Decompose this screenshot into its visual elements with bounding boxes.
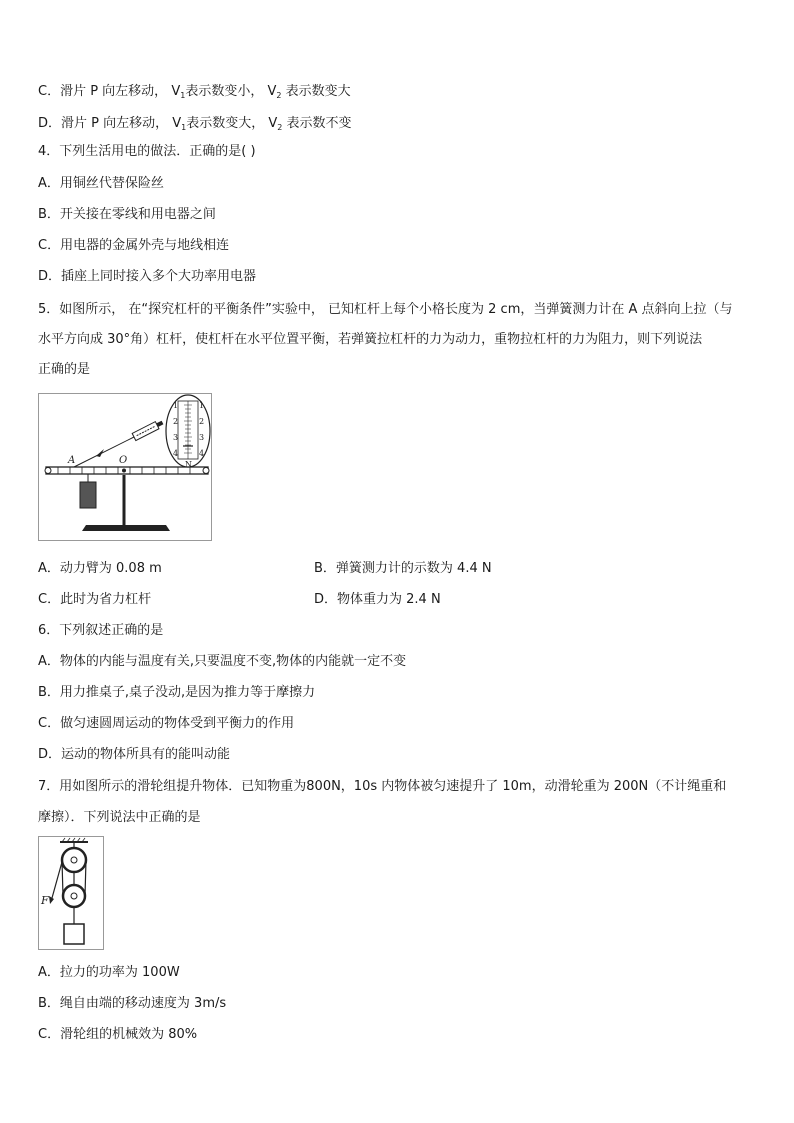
dial-left-1: 1 bbox=[173, 401, 179, 410]
force-f-label: F bbox=[41, 894, 49, 907]
q7-stem-line2: 摩擦）．下列说法中正确的是 bbox=[38, 810, 201, 825]
dial-left-3: 3 bbox=[173, 433, 179, 442]
dial-left-2: 2 bbox=[173, 417, 179, 426]
q7-option-b: B．绳自由端的移动速度为 3m/s bbox=[38, 996, 227, 1011]
q5-stem-line1: 5．如图所示， 在“探究杠杆的平衡条件”实验中， 已知杠杆上每个小格长度为 2 cm，当弹簧测力计在 A 点斜向上拉（与 bbox=[38, 302, 733, 317]
q5-option-b: B．弹簧测力计的示数为 4.4 N bbox=[314, 561, 492, 576]
q5-stem-line3: 正确的是 bbox=[38, 362, 91, 377]
q3-option-d: D．滑片 P 向左移动， $V_1$表示数变大， $V_2$ 表示数不变 bbox=[38, 116, 352, 132]
dial-right-1: 1 bbox=[199, 401, 205, 410]
q6-stem: 6．下列叙述正确的是 bbox=[38, 623, 164, 638]
q6-option-d: D．运动的物体所具有的能叫动能 bbox=[38, 747, 231, 762]
q6-option-b: B．用力推桌子,桌子没动,是因为推力等于摩擦力 bbox=[38, 685, 316, 700]
dial-right-3: 3 bbox=[199, 433, 205, 442]
q4-option-a: A．用铜丝代替保险丝 bbox=[38, 176, 164, 191]
dial-right-4: 4 bbox=[199, 449, 205, 458]
q3-option-c: C．滑片 P 向左移动， $V_1$表示数变小， $V_2$ 表示数变大 bbox=[38, 84, 351, 100]
q5-option-c: C．此时为省力杠杆 bbox=[38, 592, 152, 607]
q4-option-d: D．插座上同时接入多个大功率用电器 bbox=[38, 269, 257, 284]
point-o-label: O bbox=[119, 455, 128, 466]
dial-right-2: 2 bbox=[199, 417, 205, 426]
q4-option-b: B．开关接在零线和用电器之间 bbox=[38, 207, 216, 222]
q7-option-a: A．拉力的功率为 100W bbox=[38, 965, 180, 980]
q4-stem: 4．下列生活用电的做法．正确的是( ) bbox=[38, 144, 256, 159]
q5-stem-line2: 水平方向成 30°角）杠杆，使杠杆在水平位置平衡，若弹簧拉杠杆的力为动力，重物拉杠杆的力为阻力，则下列说法 bbox=[38, 332, 703, 347]
q7-option-c: C．滑轮组的机械效为 80% bbox=[38, 1027, 198, 1042]
pulley-figure bbox=[38, 836, 104, 950]
q5-option-a: A．动力臂为 0.08 m bbox=[38, 561, 162, 576]
q6-option-a: A．物体的内能与温度有关,只要温度不变,物体的内能就一定不变 bbox=[38, 654, 407, 669]
q6-option-c: C．做匀速圆周运动的物体受到平衡力的作用 bbox=[38, 716, 295, 731]
point-a-label: A bbox=[68, 455, 76, 466]
q4-option-c: C．用电器的金属外壳与地线相连 bbox=[38, 238, 230, 253]
lever-figure bbox=[38, 393, 212, 541]
dial-unit: N bbox=[185, 460, 192, 469]
dial-left-4: 4 bbox=[173, 449, 179, 458]
q5-option-d: D．物体重力为 2.4 N bbox=[314, 592, 441, 607]
q7-stem-line1: 7．用如图所示的滑轮组提升物体．已知物重为800N，10s 内物体被匀速提升了 10m，动滑轮重为 200N（不计绳重和 bbox=[38, 779, 727, 794]
